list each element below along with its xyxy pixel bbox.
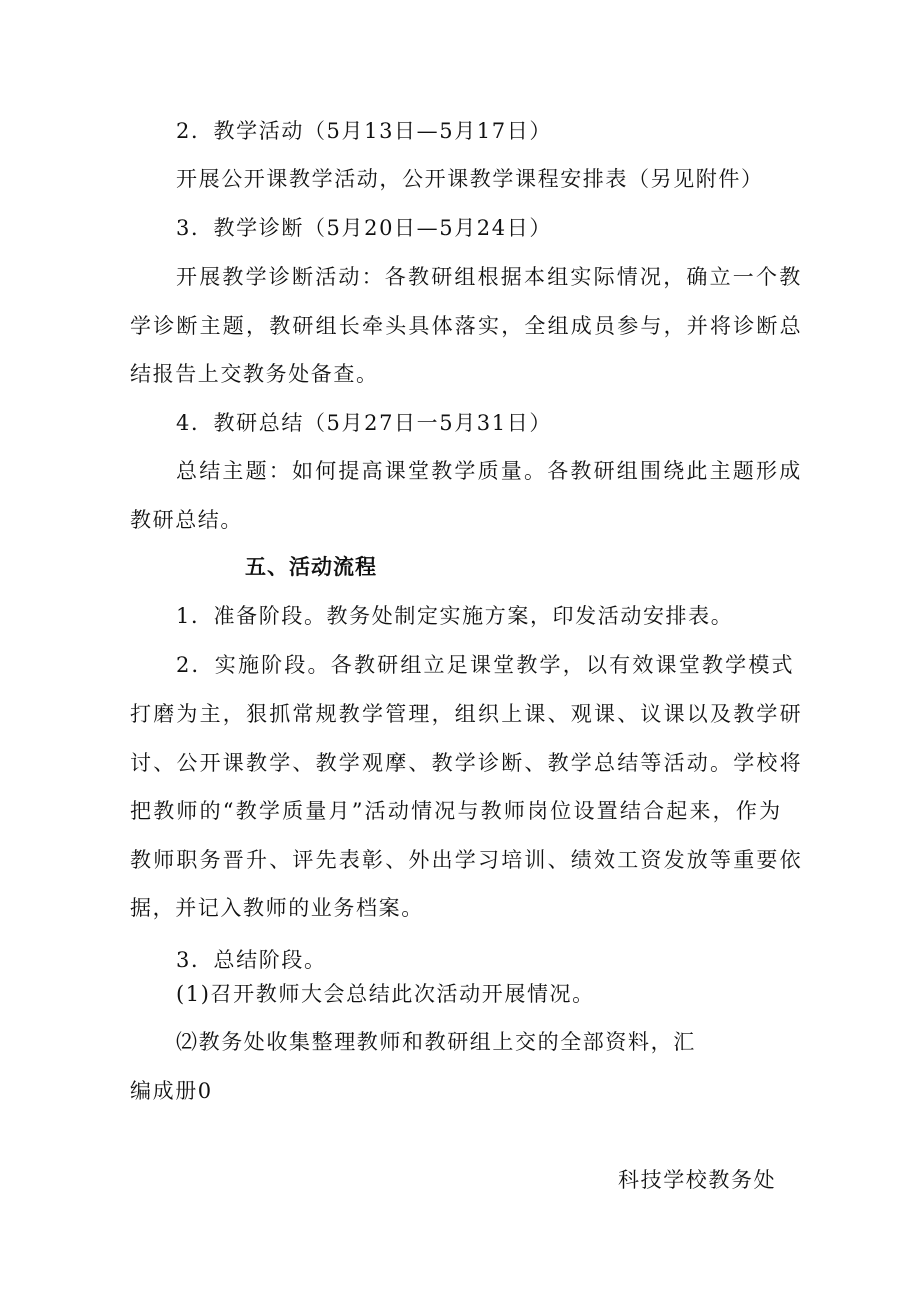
step3-sub1: (1)召开教师大会总结此次活动开展情况。 (176, 982, 595, 1006)
step3-sub2-line2: 编成册0 (130, 1079, 213, 1103)
signature: 科技学校教务处 (618, 1168, 777, 1192)
step2-line1: 2．实施阶段。各教研组立足课堂教学，以有效课堂教学模式 (176, 653, 795, 677)
step2-line4: 把教师的“教学质量月”活动情况与教师岗位设置结合起来，作为 (130, 799, 783, 823)
section5-title: 五、活动流程 (245, 554, 377, 579)
item4-body-line1: 总结主题：如何提高课堂教学质量。各教研组围绕此主题形成 (176, 459, 803, 483)
step2-line6: 据，并记入教师的业务档案。 (130, 896, 424, 920)
step2-line3: 讨、公开课教学、教学观摩、教学诊断、教学总结等活动。学校将 (130, 751, 803, 775)
step3: 3．总结阶段。 (176, 948, 327, 972)
item4-body-line2: 教研总结。 (130, 508, 243, 532)
step1: 1．准备阶段。教务处制定实施方案，印发活动安排表。 (176, 604, 734, 628)
item3-body-line1: 开展教学诊断活动：各教研组根据本组实际情况，确立一个教 (176, 265, 803, 289)
step3-sub2-line1: ⑵教务处收集整理教师和教研组上交的全部资料，汇 (176, 1030, 696, 1054)
item4-heading: 4．教研总结（5月27日一5月31日） (176, 411, 552, 435)
item3-heading: 3．教学诊断（5月20日—5月24日） (176, 216, 552, 240)
step2-line5: 教师职务晋升、评先表彰、外出学习培训、绩效工资发放等重要依 (130, 848, 803, 872)
item2-heading: 2．教学活动（5月13日—5月17日） (176, 119, 552, 143)
item3-body-line2: 学诊断主题，教研组长牵头具体落实，全组成员参与，并将诊断总 (130, 314, 803, 338)
step2-line2: 打磨为主，狠抓常规教学管理，组织上课、观课、议课以及教学研 (130, 702, 803, 726)
item3-body-line3: 结报告上交教务处备查。 (130, 362, 379, 386)
item2-body: 开展公开课教学活动，公开课教学课程安排表（另见附件） (176, 167, 764, 191)
